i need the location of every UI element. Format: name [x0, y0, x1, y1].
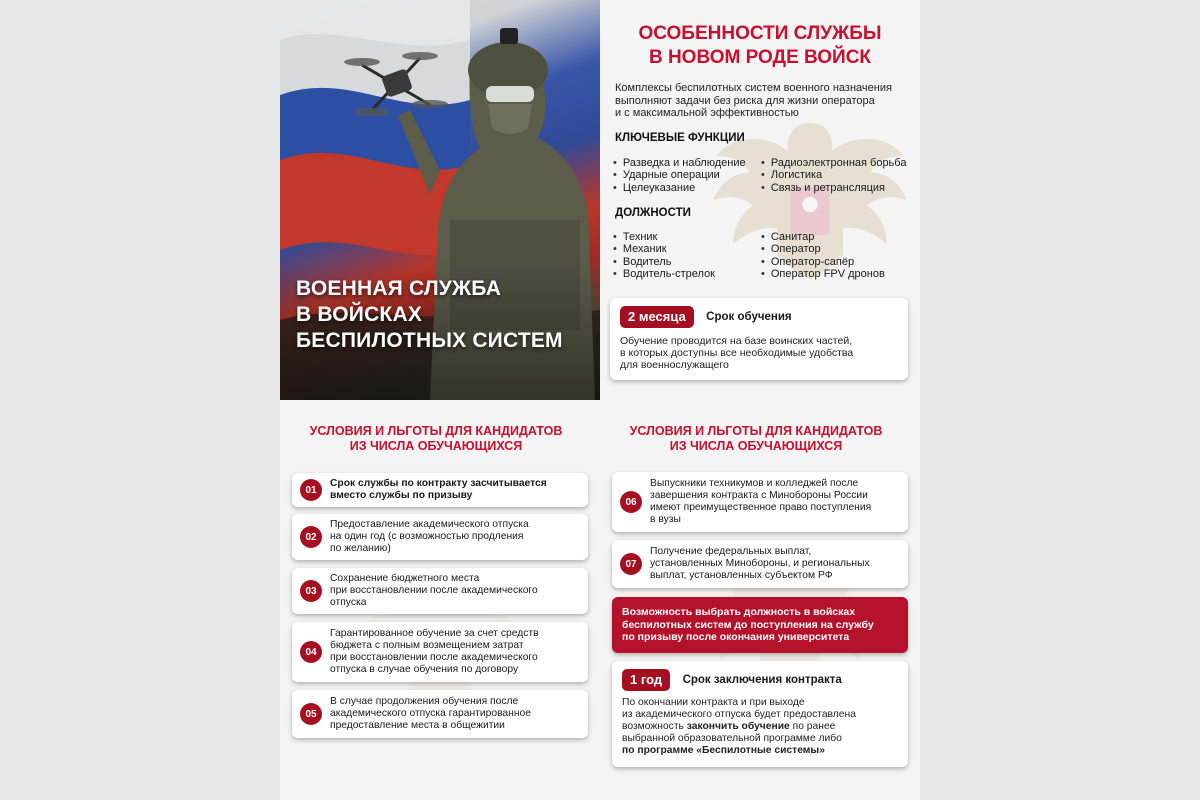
- contract-label: Срок заключения контракта: [682, 673, 842, 686]
- contract-badge: 1 год: [622, 669, 670, 691]
- key-functions-list: [613, 157, 913, 194]
- benefit-card-04: [292, 622, 588, 682]
- list-item: • Связь и ретрансляция: [761, 182, 913, 194]
- list-item: • Оператор-сапёр: [761, 256, 913, 268]
- item-number: 05: [300, 703, 322, 725]
- list-item: • Оператор: [761, 243, 913, 255]
- list-item: • Водитель: [613, 256, 761, 268]
- features-intro: Комплексы беспилотных систем военного назначения выполняют задачи без риска для жизни оператора и с максимальной эффективностью: [615, 82, 892, 119]
- list-item: • Целеуказание: [613, 182, 761, 194]
- list-item: • Техник: [613, 231, 761, 243]
- list-item: • Водитель-стрелок: [613, 268, 761, 280]
- training-text: Обучение проводится на базе воинских частей, в которых доступны все необходимые удобства для военнослужащего: [620, 335, 854, 371]
- item-text: Предоставление академического отпуска на один год (с возможностью продления по желанию): [330, 519, 529, 554]
- item-number: 07: [620, 553, 642, 575]
- item-number: 01: [300, 479, 322, 501]
- right-section-title: УСЛОВИЯ И ЛЬГОТЫ ДЛЯ КАНДИДАТОВ ИЗ ЧИСЛА ОБУЧАЮЩИХСЯ: [629, 424, 883, 453]
- contract-text: По окончании контракта и при выходе из академического отпуска будет предоставлена возможность закончить обучение по ранее выбранной образовательной программе либо по программе «Беспилотные системы»: [622, 697, 856, 756]
- list-item: • Санитар: [761, 231, 913, 243]
- list-item: • Оператор FPV дронов: [761, 268, 913, 280]
- item-number: 02: [300, 526, 322, 548]
- item-text: Выпускники техникумов и колледжей после завершения контракта с Минобороны России имеют преимущественное право поступления в вузы: [650, 478, 872, 525]
- list-item: • Механик: [613, 243, 761, 255]
- list-item: • Разведка и наблюдение: [613, 157, 761, 169]
- training-badge: 2 месяца: [620, 306, 694, 328]
- benefit-card-02: [292, 514, 588, 560]
- benefit-card-07: [612, 540, 908, 588]
- item-text: Сохранение бюджетного места при восстановлении после академического отпуска: [330, 573, 538, 608]
- poster: [280, 0, 920, 800]
- list-item: • Радиоэлектронная борьба: [761, 157, 913, 169]
- positions-list: [613, 231, 913, 280]
- key-functions-heading: КЛЮЧЕВЫЕ ФУНКЦИИ: [615, 132, 745, 144]
- contract-card: [612, 661, 908, 767]
- item-number: 03: [300, 580, 322, 602]
- training-label: Срок обучения: [706, 310, 792, 323]
- positions-heading: ДОЛЖНОСТИ: [615, 207, 691, 219]
- list-item: • Ударные операции: [613, 169, 761, 181]
- benefit-card-01: [292, 473, 588, 507]
- item-text: Гарантированное обучение за счет средств бюджета с полным возмещением затрат при восстановлении после академического отпуска в случае обучения по договору: [330, 628, 539, 675]
- item-text: Получение федеральных выплат, установленных Минобороны, и региональных выплат, установленных субъектом РФ: [650, 546, 870, 581]
- benefit-card-03: [292, 568, 588, 614]
- item-text: В случае продолжения обучения после академического отпуска гарантированное предоставление места в общежитии: [330, 696, 531, 731]
- benefit-card-06: [612, 472, 908, 532]
- features-title: ОСОБЕННОСТИ СЛУЖБЫ В НОВОМ РОДЕ ВОЙСК: [638, 23, 882, 68]
- highlight-card: Возможность выбрать должность в войсках беспилотных систем до поступления на службу по призыву после окончания университета: [612, 597, 908, 653]
- item-number: 06: [620, 491, 642, 513]
- hero-title: ВОЕННАЯ СЛУЖБА В ВОЙСКАХ БЕСПИЛОТНЫХ СИСТЕМ: [296, 277, 563, 352]
- item-text: Срок службы по контракту засчитывается вместо службы по призыву: [330, 478, 547, 501]
- benefit-card-05: [292, 690, 588, 738]
- left-section-title: УСЛОВИЯ И ЛЬГОТЫ ДЛЯ КАНДИДАТОВ ИЗ ЧИСЛА ОБУЧАЮЩИХСЯ: [309, 424, 563, 453]
- item-number: 04: [300, 641, 322, 663]
- list-item: • Логистика: [761, 169, 913, 181]
- hero-photo: [280, 0, 600, 400]
- training-card: [610, 298, 908, 380]
